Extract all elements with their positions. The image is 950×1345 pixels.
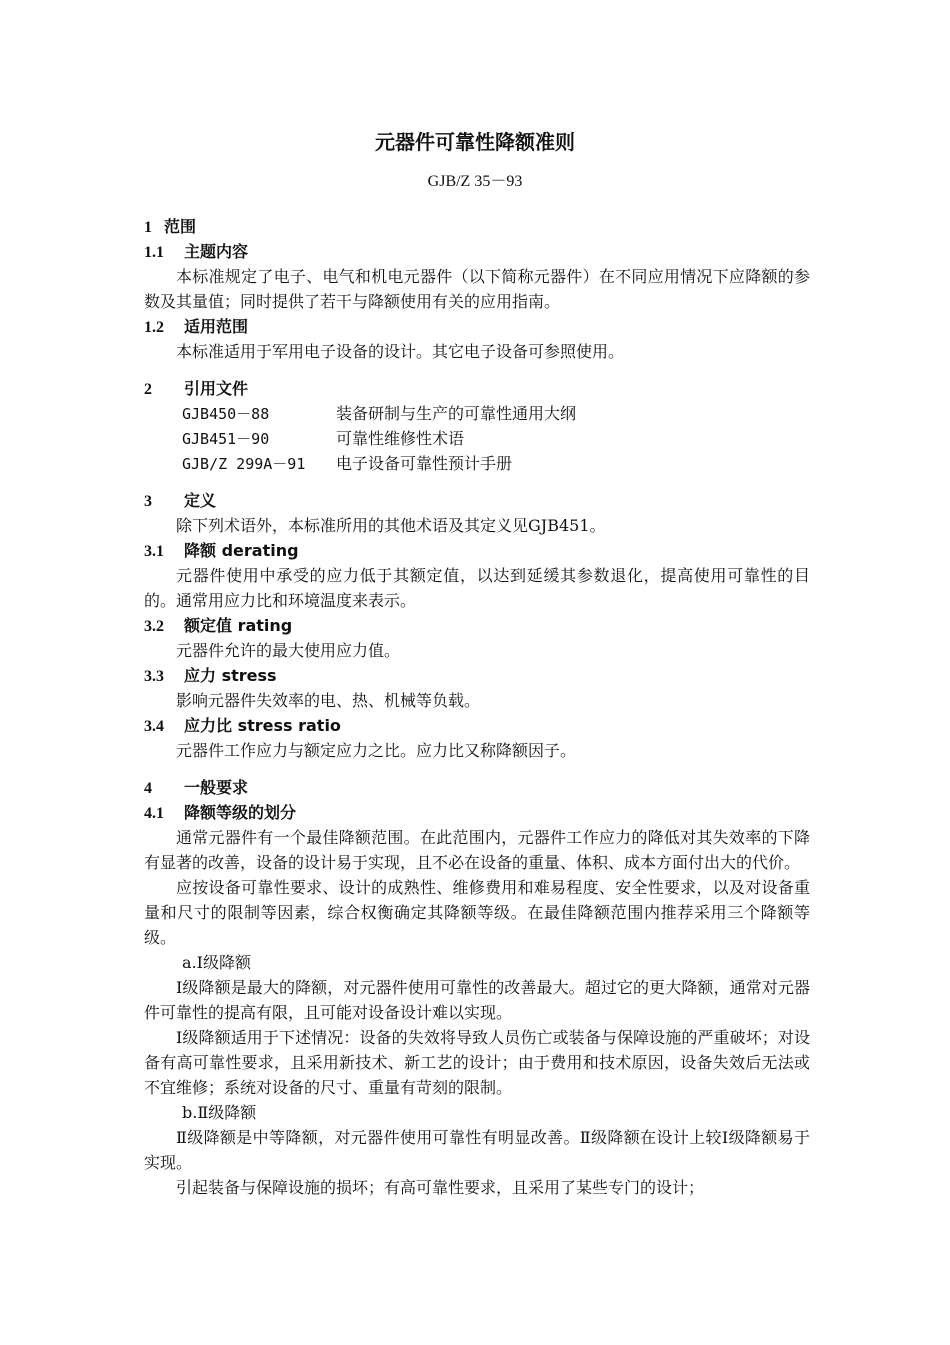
- section-number: 3.4: [144, 718, 164, 735]
- section-number: 2: [144, 381, 152, 398]
- reference-item: [144, 451, 810, 476]
- section-1-heading: [144, 214, 810, 239]
- section-number: 1.1: [144, 244, 164, 261]
- reference-title: 电子设备可靠性预计手册: [336, 454, 513, 473]
- paragraph: 元器件工作应力与额定应力之比。应力比又称降额因子。: [176, 741, 577, 760]
- definition-3-2-heading: [144, 613, 810, 638]
- paragraph: 元器件允许的最大使用应力值。: [176, 641, 401, 660]
- section-title: 主题内容: [184, 242, 249, 261]
- section-number: 4.1: [144, 805, 164, 822]
- section-4-1-heading: [144, 800, 810, 825]
- section-number: 1.2: [144, 319, 164, 336]
- definition-3-1-heading: [144, 538, 810, 563]
- section-number: 3.3: [144, 668, 164, 685]
- reference-code: GJB451－90: [182, 430, 270, 448]
- section-number: 3.1: [144, 543, 164, 560]
- document-body: [144, 214, 810, 1200]
- section-title: 一般要求: [184, 778, 249, 797]
- paragraph: 除下列术语外，本标准所用的其他术语及其定义见GJB451。: [176, 516, 606, 535]
- reference-code: GJB450－88: [182, 405, 270, 423]
- reference-title: 装备研制与生产的可靠性通用大纲: [336, 404, 577, 423]
- paragraph: 影响元器件失效率的电、热、机械等负载。: [176, 691, 481, 710]
- reference-item: [144, 426, 810, 451]
- section-title: 降额 derating: [184, 541, 299, 560]
- paragraph: 本标准适用于军用电子设备的设计。其它电子设备可参照使用。: [176, 342, 625, 361]
- section-3-heading: [144, 488, 810, 513]
- paragraph: Ⅰ级降额是最大的降额，对元器件使用可靠性的改善最大。超过它的更大降额，通常对元器件可靠性的提高有限，且可能对设备设计难以实现。: [144, 978, 810, 1022]
- paragraph: 应按设备可靠性要求、设计的成熟性、维修费用和难易程度、安全性要求，以及对设备重量和尺寸的限制等因素，综合权衡确定其降额等级。在最佳降额范围内推荐采用三个降额等级。: [144, 878, 810, 947]
- section-title: 额定值 rating: [184, 616, 293, 635]
- section-1-2-heading: [144, 314, 810, 339]
- section-2-heading: [144, 376, 810, 401]
- section-number: 3.2: [144, 618, 164, 635]
- section-title: 范围: [164, 217, 197, 236]
- section-title: 引用文件: [184, 379, 249, 398]
- section-number: 1: [144, 219, 152, 236]
- paragraph: 通常元器件有一个最佳降额范围。在此范围内，元器件工作应力的降低对其失效率的下降有显著的改善，设备的设计易于实现，且不必在设备的重量、体积、成本方面付出大的代价。: [144, 828, 810, 872]
- paragraph: Ⅰ级降额适用于下述情况：设备的失效将导致人员伤亡或装备与保障设施的严重破坏；对设备有高可靠性要求，且采用新技术、新工艺的设计；由于费用和技术原因，设备失效后无法或不宜维修；系统对设备的尺寸、重量有苛刻的限制。: [144, 1028, 810, 1097]
- section-4-heading: [144, 775, 810, 800]
- paragraph: Ⅱ级降额是中等降额，对元器件使用可靠性有明显改善。Ⅱ级降额在设计上较Ⅰ级降额易于实现。: [144, 1128, 810, 1172]
- definition-3-4-heading: [144, 713, 810, 738]
- section-1-1-heading: [144, 239, 810, 264]
- document-title: 元器件可靠性降额准则: [375, 130, 575, 154]
- section-title: 定义: [184, 491, 217, 510]
- reference-item: [144, 401, 810, 426]
- list-item-label: a.Ⅰ级降额: [182, 953, 251, 972]
- paragraph: 本标准规定了电子、电气和机电元器件（以下简称元器件）在不同应用情况下应降额的参数及其量值；同时提供了若干与降额使用有关的应用指南。: [144, 267, 810, 311]
- reference-code: GJB/Z 299A－91: [182, 455, 306, 473]
- section-number: 3: [144, 493, 152, 510]
- section-title: 降额等级的划分: [184, 803, 297, 822]
- definition-3-3-heading: [144, 663, 810, 688]
- section-title: 应力比 stress ratio: [184, 716, 341, 735]
- standard-code: GJB/Z 35－93: [427, 173, 523, 190]
- paragraph: 引起装备与保障设施的损坏；有高可靠性要求，且采用了某些专门的设计；: [176, 1178, 705, 1197]
- list-item-label: b.Ⅱ级降额: [182, 1103, 257, 1122]
- paragraph: 元器件使用中承受的应力低于其额定值，以达到延缓其参数退化，提高使用可靠性的目的。通常用应力比和环境温度来表示。: [144, 566, 810, 610]
- section-number: 4: [144, 780, 152, 797]
- section-title: 应力 stress: [184, 666, 277, 685]
- reference-title: 可靠性维修性术语: [336, 429, 465, 448]
- section-title: 适用范围: [184, 317, 249, 336]
